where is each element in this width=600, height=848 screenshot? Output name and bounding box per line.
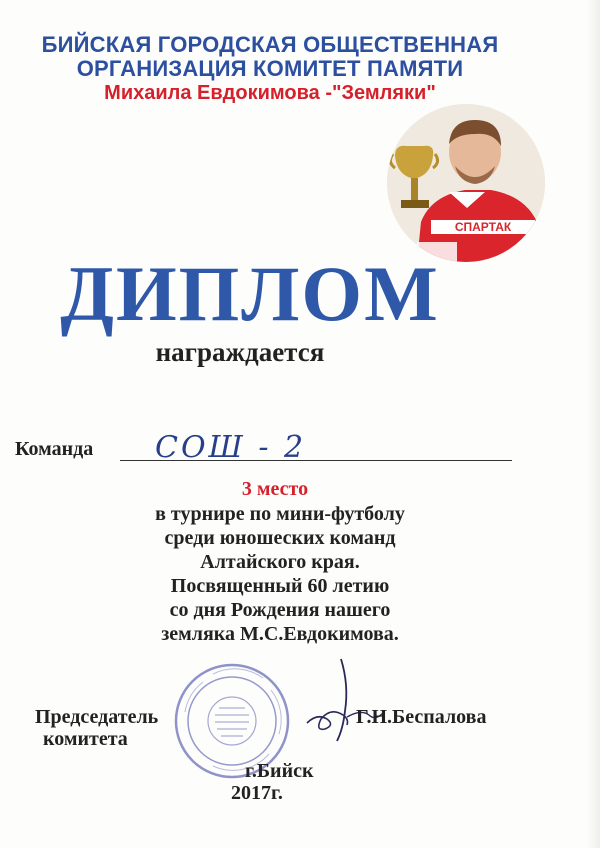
handwritten-signature [297,655,389,745]
header-line-3: Михаила Евдокимова -"Земляки" [104,82,436,104]
award-description [90,502,470,646]
award-description-line: земляка М.С.Евдокимова. [161,623,399,645]
award-description-line: Посвященный 60 летию [170,575,390,597]
team-label: Команда [15,438,94,460]
city: г.Бийск [245,760,314,782]
signatory-role-line-1: Председатель [35,706,159,728]
award-description-line: Алтайского края. [200,551,360,573]
year: 2017г. [231,782,283,804]
award-description-line: в турнире по мини-футболу [155,503,405,525]
shirt-text: СПАРТАК [454,220,512,234]
paper-edge-shadow [586,0,600,848]
team-value-handwritten: СОШ - 2 [155,430,307,465]
diploma-subtitle: награждается [155,337,325,367]
portrait-photo [387,104,545,262]
award-description-line: со дня Рождения нашего [169,599,391,621]
header-line-2: ОРГАНИЗАЦИЯ КОМИТЕТ ПАМЯТИ [76,56,464,81]
signatory-name: Г.Н.Беспалова [356,706,487,728]
header-line-1: БИЙСКАЯ ГОРОДСКАЯ ОБЩЕСТВЕННАЯ [41,32,499,57]
award-place: 3 место [241,478,309,500]
award-description-line: среди юношеских команд [164,527,396,549]
diploma-title: ДИПЛОМ [60,250,440,337]
signatory-role-line-2: комитета [43,728,128,750]
